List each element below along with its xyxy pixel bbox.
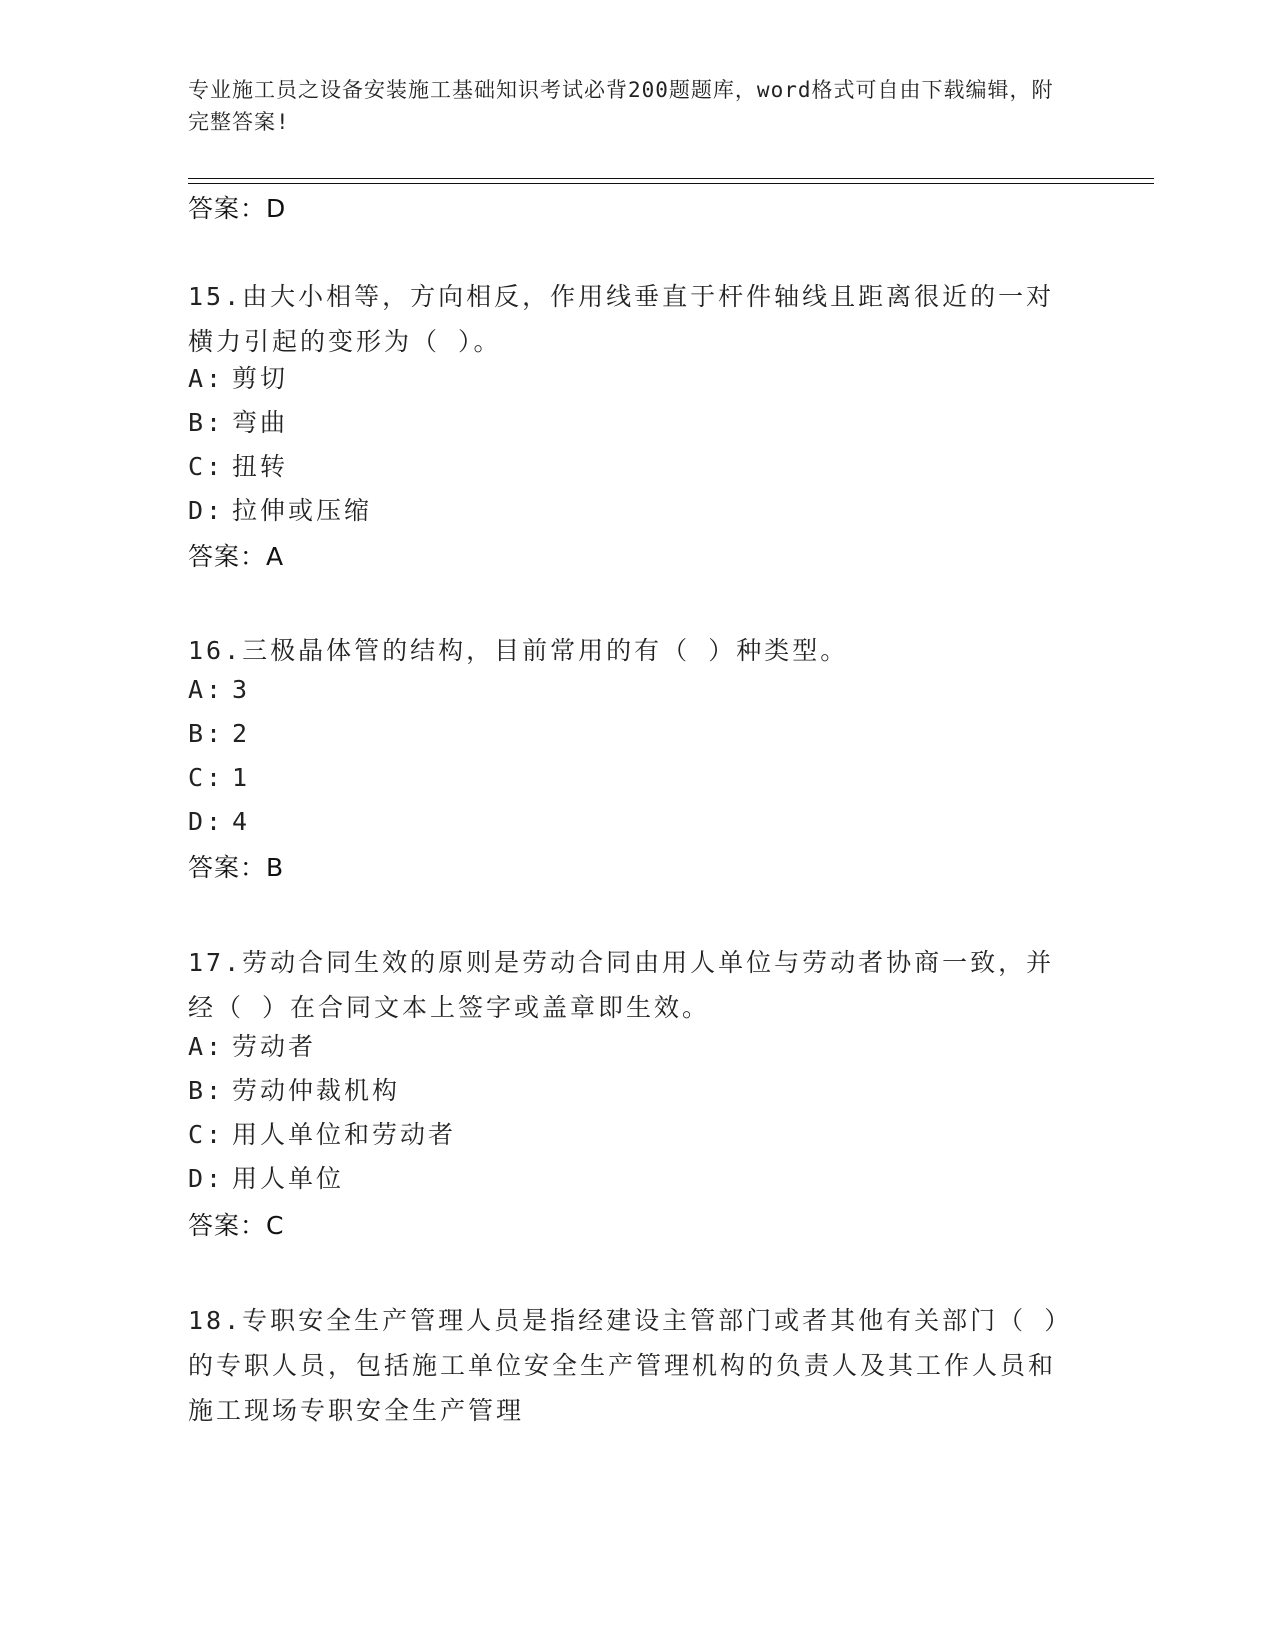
option-text: 用人单位和劳动者 [232,1120,457,1149]
option-letter: C: [188,1120,225,1149]
option-b [188,717,250,751]
option-letter: A: [188,675,225,704]
question-text: 15.由大小相等，方向相反，作用线垂直于杆件轴线且距离很近的一对横力引起的变形为（ ）。 [188,282,1055,356]
option-letter: C: [188,452,225,481]
option-d [188,1162,344,1196]
answer-line: 答案：C [188,1211,285,1240]
option-text: 4 [232,807,251,836]
option-text: 劳动仲裁机构 [232,1076,401,1105]
header-divider [188,178,1154,184]
question-text: 17.劳动合同生效的原则是劳动合同由用人单位与劳动者协商一致，并经（ ）在合同文本上签字或盖章即生效。 [188,948,1055,1022]
option-text: 剪切 [232,364,289,393]
option-d [188,805,250,839]
option-b [188,406,288,440]
answer-line: 答案：B [188,853,285,882]
option-text: 3 [232,675,251,704]
option-letter: B: [188,1076,225,1105]
option-c [188,761,250,795]
option-letter: A: [188,364,225,393]
option-letter: A: [188,1032,225,1061]
option-letter: D: [188,496,225,525]
option-letter: D: [188,807,225,836]
option-b [188,1074,400,1108]
option-c [188,450,288,484]
option-text: 2 [232,719,251,748]
option-letter: B: [188,408,225,437]
option-text: 1 [232,763,251,792]
question-text: 16.三极晶体管的结构，目前常用的有（ ）种类型。 [188,636,849,665]
option-c [188,1118,456,1152]
option-text: 劳动者 [232,1032,317,1061]
answer-line: 答案：D [188,194,287,223]
question-text: 18.专职安全生产管理人员是指经建设主管部门或者其他有关部门（ ）的专职人员，包括施工单位安全生产管理机构的负责人及其工作人员和施工现场专职安全生产管理 [188,1306,1060,1425]
option-letter: B: [188,719,225,748]
option-text: 拉伸或压缩 [232,496,373,525]
option-text: 扭转 [232,452,289,481]
option-text: 弯曲 [232,408,289,437]
page-header-title: 专业施工员之设备安装施工基础知识考试必背200题题库，word格式可自由下载编辑，附完整答案! [188,78,1054,134]
option-letter: C: [188,763,225,792]
option-a [188,1030,316,1064]
option-letter: D: [188,1164,225,1193]
option-a [188,673,250,707]
answer-line: 答案：A [188,542,285,571]
option-a [188,362,288,396]
option-d [188,494,372,528]
option-text: 用人单位 [232,1164,345,1193]
